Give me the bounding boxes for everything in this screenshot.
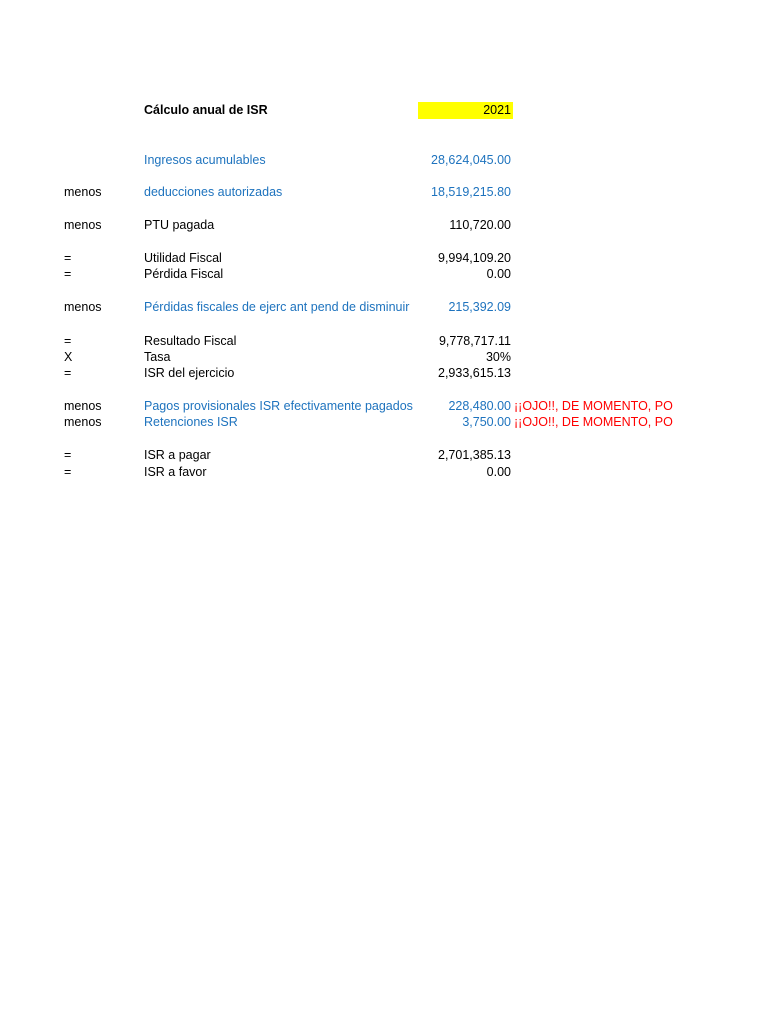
row-label[interactable]: Utilidad Fiscal [144,251,222,265]
row-value[interactable]: 215,392.09 [448,300,511,314]
row-operator: menos [64,218,102,232]
row-perdidas-anteriores [0,299,768,315]
row-value[interactable]: 18,519,215.80 [431,185,511,199]
row-operator: X [64,350,73,364]
row-operator: menos [64,300,102,314]
row-tasa [0,349,768,365]
row-retenciones [0,414,768,430]
row-value[interactable]: 2,701,385.13 [438,448,511,462]
header-row [0,102,768,118]
row-label[interactable]: ISR a favor [144,465,207,479]
row-label[interactable]: deducciones autorizadas [144,185,283,199]
row-label[interactable]: Resultado Fiscal [144,334,237,348]
row-label[interactable]: Tasa [144,350,171,364]
row-operator: = [64,366,72,380]
row-label[interactable]: PTU pagada [144,218,215,232]
row-label[interactable]: ISR del ejercicio [144,366,235,380]
row-operator: = [64,465,72,479]
row-value[interactable]: 0.00 [486,465,511,479]
row-operator: = [64,267,72,281]
row-deducciones [0,184,768,200]
row-label[interactable]: ISR a pagar [144,448,211,462]
row-isr-favor [0,464,768,480]
row-label[interactable]: Retenciones ISR [144,415,238,429]
row-operator: menos [64,185,102,199]
row-operator: menos [64,415,102,429]
row-value[interactable]: 28,624,045.00 [431,153,511,167]
row-value[interactable]: 110,720.00 [449,218,511,232]
row-perdida [0,266,768,282]
row-value[interactable]: 3,750.00 [462,415,511,429]
row-value[interactable]: 2,933,615.13 [438,366,511,380]
row-value[interactable]: 30% [485,350,511,364]
row-isr-pagar [0,447,768,463]
row-operator: = [64,251,72,265]
row-pagos-provisionales [0,398,768,414]
row-label[interactable]: Pagos provisionales ISR efectivamente pagados [144,399,413,413]
row-utilidad [0,250,768,266]
row-operator: menos [64,399,102,413]
row-label[interactable]: Ingresos acumulables [144,153,266,167]
row-operator: = [64,448,72,462]
row-value[interactable]: 9,994,109.20 [438,251,511,265]
row-ptu [0,217,768,233]
row-note[interactable]: ¡¡OJO!!, DE MOMENTO, PO [514,399,673,413]
row-isr-ejercicio [0,365,768,381]
year-cell[interactable] [418,102,513,119]
row-note[interactable]: ¡¡OJO!!, DE MOMENTO, PO [514,415,673,429]
row-value[interactable]: 228,480.00 [448,399,511,413]
sheet-title: Cálculo anual de ISR [144,103,268,117]
row-value[interactable]: 9,778,717.11 [438,334,511,348]
row-resultado [0,333,768,349]
row-operator: = [64,334,72,348]
row-ingresos [0,152,768,168]
row-value[interactable]: 0.00 [486,267,511,281]
row-label[interactable]: Pérdida Fiscal [144,267,224,281]
year-value: 2021 [483,103,511,117]
row-label[interactable]: Pérdidas fiscales de ejerc ant pend de disminuir [144,300,410,314]
